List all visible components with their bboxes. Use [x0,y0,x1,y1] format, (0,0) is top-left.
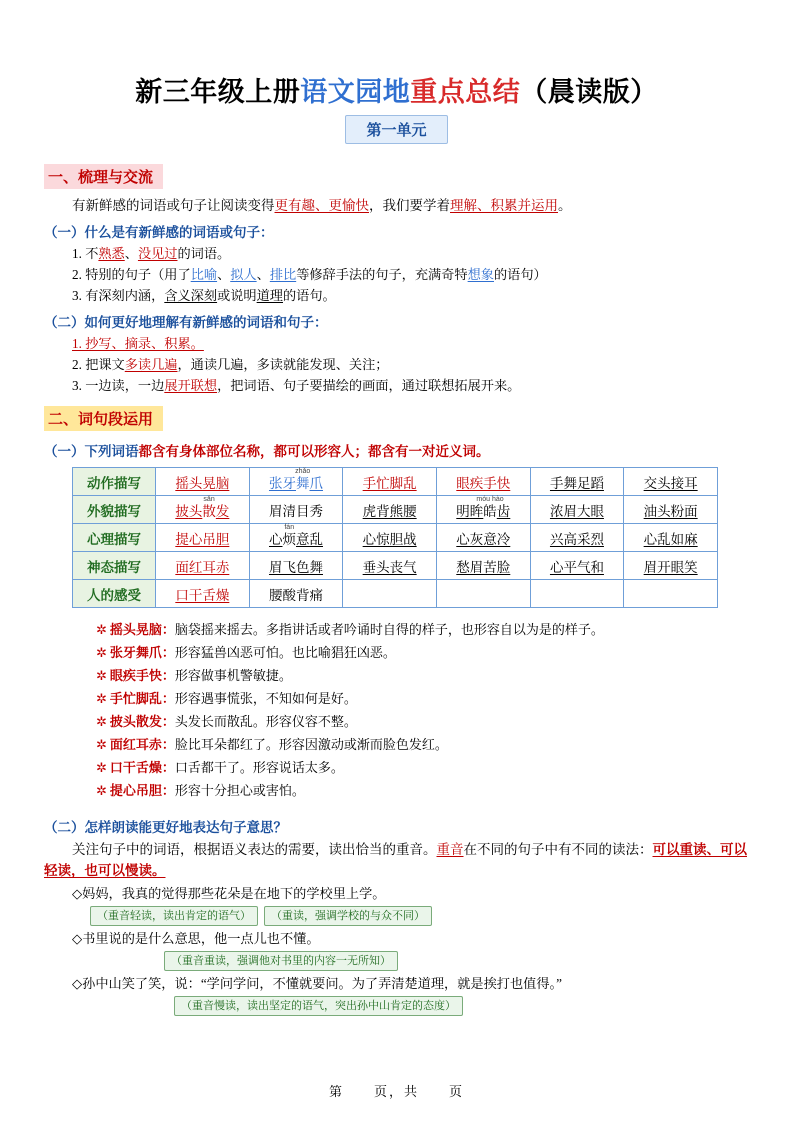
section-1-b1 [72,333,749,354]
table-row [73,552,718,580]
reading-note: （重音重读，强调他对书里的内容一无所知） [164,951,398,971]
idiom-definition: 形容十分担心或害怕。 [174,783,305,798]
bullet-icon: ✲ [96,691,107,706]
idiom-text: 摇头晃脑 [175,475,230,491]
idiom-text: 提心吊胆 [175,531,230,547]
sub1-b: 都含有身体部位名称，都可以形容人；都含有一对近义词。 [138,444,490,459]
section-1-sub-2: （二）如何更好地理解有新鲜感的词语和句子： [44,315,328,330]
example-sentence: ◇孙中山笑了笑，说：“学问学问，不懂就要问。为了弄清楚道理，就是挨打也值得。” [72,976,562,991]
idiom-text: 兴高采烈 [549,531,604,547]
bullet-icon: ✲ [96,645,107,660]
sub1-a: （一）下列词语 [44,444,139,459]
table-cell [156,580,250,608]
idiom-text: 心惊胆战 [362,531,417,547]
example-notes-row [90,904,749,928]
intro-text-e: 。 [558,198,572,213]
table-cell [436,496,530,524]
bullet-icon: ✲ [96,714,107,729]
section-1-item-1 [72,243,749,264]
item2-c: 、 [217,267,231,282]
unit-badge-wrapper [44,115,749,144]
title-part-2: 语文园地 [300,77,411,107]
list-item [96,733,749,756]
pinyin-annotation: fán [284,523,295,531]
item3-b: 含义深刻 [164,288,218,303]
item3-a: 3. 有深刻内涵， [72,288,165,303]
table-cell [436,552,530,580]
idiom-text: 披头 sǎn 散发 [175,495,230,519]
table-cell [156,468,250,496]
table-cell [624,524,718,552]
list-item [96,641,749,664]
table-cell [436,524,530,552]
table-cell [436,580,530,608]
item2-b: 比喻 [190,267,218,282]
table-cell [343,524,437,552]
idiom-text: 心乱如麻 [643,531,698,547]
idiom-text: 垂头丧气 [362,559,417,575]
list-item [96,664,749,687]
page-footer: 第 页，共 页 [328,1084,464,1099]
explanation-list [96,618,749,802]
table-cell [249,468,343,496]
b3-c: ，把词语、句子要描绘的画面，通过联想拓展开来。 [217,378,521,393]
idiom-term: 摇头晃脑： [109,622,175,637]
b2-b: 多读几遍 [124,357,178,372]
idiom-definition: 形容做事机警敏捷。 [174,668,292,683]
table-cell [343,580,437,608]
idiom-term: 张牙舞爪： [109,645,175,660]
table-cell [530,468,624,496]
table-cell [530,552,624,580]
b3-b: 展开联想 [164,378,218,393]
table-cell [156,496,250,524]
intro-text-b: 更有趣、更愉快 [274,198,369,213]
table-cell [624,580,718,608]
idiom-table [72,467,718,608]
item2-e: 、 [256,267,270,282]
idiom-text: 眉清目秀 [268,503,323,519]
bullet-icon: ✲ [96,737,107,752]
ruby-char: sǎn 散 [202,495,216,519]
idiom-text: 心灰意冷 [456,531,511,547]
idiom-definition: 形容遇事慌张，不知如何是好。 [174,691,357,706]
reading-examples [44,883,749,1018]
idiom-text: 手舞足蹈 [549,475,604,491]
bullet-icon: ✲ [96,622,107,637]
title-part-1: 新三年级上册 [135,77,301,107]
idiom-term: 披头散发： [109,714,175,729]
table-cell [156,524,250,552]
b1-text: 1. 抄写、摘录、积累。 [72,336,204,351]
idiom-text: 交头接耳 [643,475,698,491]
section-1-heading: 一、梳理与交流 [44,164,163,189]
b2-c: ，通读几遍，多读就能发现、关注； [177,357,389,372]
item1-e: 的词语。 [177,246,231,261]
idiom-term: 手忙脚乱： [109,691,175,706]
item3-c: 或说明 [217,288,257,303]
section-1-b3 [72,375,749,396]
idiom-text: 愁眉苦脸 [456,559,511,575]
idiom-term: 口干舌燥： [109,760,175,775]
pinyin-annotation: zhǎo [295,467,311,475]
table-row [73,496,718,524]
example-notes-row [174,994,749,1018]
b2-a: 2. 把课文 [72,357,125,372]
idiom-text: 油头粉面 [643,503,698,519]
item2-a: 2. 特别的句子（用了 [72,267,191,282]
item2-d: 拟人 [230,267,257,282]
item1-c: 、 [124,246,138,261]
idiom-text: 浓眉大眼 [549,503,604,519]
item2-g: 等修辞手法的句子，充满奇特 [296,267,468,282]
item3-e: 的语句。 [283,288,336,303]
list-item [96,710,749,733]
idiom-text: 心 fán 烦意乱 [268,523,323,547]
table-row-category: 心理描写 [73,524,156,552]
item1-a: 1. 不 [72,246,99,261]
table-cell [343,552,437,580]
section-1-b2 [72,354,749,375]
reading-paragraph [44,839,749,881]
list-item [96,687,749,710]
reading-note: （重音轻读，读出肯定的语气） [90,906,258,926]
intro-text-d: 理解、积累并运用 [450,198,558,213]
table-cell [624,496,718,524]
table-cell [249,552,343,580]
page-title [44,70,749,109]
table-cell [624,468,718,496]
section-1-intro [44,195,749,216]
table-row-category: 外貌描写 [73,496,156,524]
bullet-icon: ✲ [96,760,107,775]
item2-f: 排比 [269,267,297,282]
idiom-term: 眼疾手快： [109,668,175,683]
idiom-text: 眼疾手快 [456,475,511,491]
idiom-definition: 脑袋摇来摇去。多指讲话或者吟诵时自得的样子，也形容自以为是的样子。 [174,622,604,637]
idiom-text: 明眸 móu hào 皓齿 [456,495,511,519]
b3-a: 3. 一边读，一边 [72,378,165,393]
para-d: 可以重读、可以轻读，也可以慢读。 [44,842,747,878]
example-sentence: ◇书里说的是什么意思，他一点儿也不懂。 [72,931,320,946]
table-row [73,580,718,608]
section-2-sub-1 [44,440,749,460]
section-2-heading: 二、词句段运用 [44,406,163,431]
idiom-text: 眉开眼笑 [643,559,698,575]
intro-text-a: 有新鲜感的词语或句子让阅读变得 [72,198,275,213]
table-cell [530,580,624,608]
table-cell [249,524,343,552]
table-cell [343,496,437,524]
table-cell [156,552,250,580]
idiom-text: 心平气和 [549,559,604,575]
title-part-4: （晨读版） [520,77,658,107]
ruby-char: móu hào 皓 [476,495,504,519]
table-cell [624,552,718,580]
idiom-definition: 口舌都干了。形容说话太多。 [174,760,344,775]
idiom-definition: 形容猛兽凶恶可怕。也比喻猖狂凶恶。 [174,645,396,660]
ruby-char: zhǎo 舞 [295,467,311,491]
table-cell [530,524,624,552]
section-1-item-3 [72,285,749,306]
list-item [96,618,749,641]
section-1-sub-1: （一）什么是有新鲜感的词语或句子： [44,225,274,240]
idiom-text: 面红耳赤 [175,559,230,575]
example-notes-row [164,949,749,973]
section-2-sub-2: （二）怎样朗读能更好地表达句子意思？ [44,820,287,835]
table-cell [530,496,624,524]
list-item [96,756,749,779]
table-row-category: 动作描写 [73,468,156,496]
idiom-text: 腰酸背痛 [268,587,323,603]
para-c: 在不同的句子中有不同的读法： [463,842,653,857]
item3-d: 道理 [256,288,283,303]
item1-b: 熟悉 [98,246,125,261]
idiom-definition: 头发长而散乱。形容仪容不整。 [174,714,357,729]
ruby-char: fán 烦 [282,523,296,547]
idiom-text: 张牙 zhǎo 舞爪 [268,467,323,491]
pinyin-annotation: móu hào [476,495,504,503]
table-row-category: 神态描写 [73,552,156,580]
table-row [73,468,718,496]
section-1-item-2 [72,264,749,285]
item1-d: 没见过 [137,246,178,261]
idiom-definition: 脸比耳朵都红了。形容因激动或渐而脸色发红。 [174,737,448,752]
para-a: 关注句子中的词语，根据语义表达的需要，读出恰当的重音。 [72,842,437,857]
item2-h: 想象 [467,267,494,282]
reading-note: （重音慢读，读出坚定的语气，突出孙中山肯定的态度） [174,996,463,1016]
para-b: 重音 [436,842,464,857]
table-row [73,524,718,552]
idiom-text: 口干舌燥 [175,587,230,603]
reading-note: （重读，强调学校的与众不同） [264,906,432,926]
unit-badge: 第一单元 [345,115,447,144]
bullet-icon: ✲ [96,668,107,683]
idiom-text: 手忙脚乱 [362,475,417,491]
idiom-term: 面红耳赤： [109,737,175,752]
item2-i: 的语句） [494,267,547,282]
idiom-text: 眉飞色舞 [268,559,323,575]
table-cell [249,496,343,524]
idiom-term: 提心吊胆： [109,783,175,798]
table-cell [436,468,530,496]
table-cell [343,468,437,496]
pinyin-annotation: sǎn [203,495,215,503]
table-row-category: 人的感受 [73,580,156,608]
list-item [96,779,749,802]
title-part-3: 重点总结 [410,77,521,107]
intro-text-c: ，我们要学着 [369,198,450,213]
example-sentence: ◇妈妈，我真的觉得那些花朵是在地下的学校里上学。 [72,886,386,901]
idiom-text: 虎背熊腰 [362,503,417,519]
bullet-icon: ✲ [96,783,107,798]
table-cell [249,580,343,608]
